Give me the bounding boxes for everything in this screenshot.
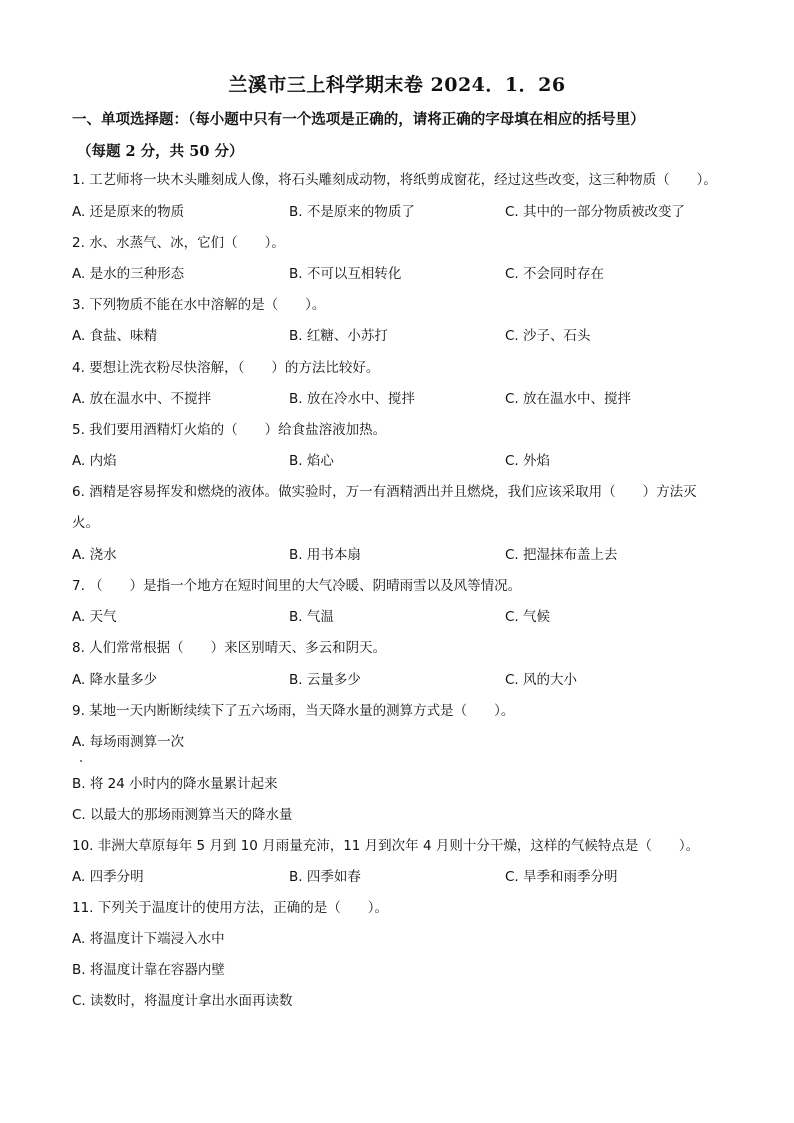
option-c: C. 外焰: [505, 453, 551, 469]
question-stem: 9. 某地一天内断断续续下了五六场雨，当天降水量的测算方式是（ ）。: [72, 703, 515, 719]
option-a: A. 食盐、味精: [72, 328, 158, 344]
option-a: A. 浇水: [72, 547, 117, 563]
option-c: C. 以最大的那场雨测算当天的降水量: [72, 807, 293, 823]
option-b: B. 放在冷水中、搅拌: [289, 391, 415, 407]
section-note: （每题 2 分，共 50 分）: [77, 143, 244, 160]
option-c: C. 其中的一部分物质被改变了: [505, 204, 686, 220]
option-b: B. 用书本扇: [289, 547, 361, 563]
section-heading: 一、单项选择题：（每小题中只有一个选项是正确的，请将正确的字母填在相应的括号里）: [72, 111, 645, 128]
option-c: C. 风的大小: [505, 672, 578, 688]
option-c: C. 不会同时存在: [505, 266, 605, 282]
question-stem: 8. 人们常常根据（ ）来区别晴天、多云和阴天。: [72, 640, 387, 656]
option-b: B. 云量多少: [289, 672, 361, 688]
option-a: A. 降水量多少: [72, 672, 158, 688]
option-c: C. 读数时，将温度计拿出水面再读数: [72, 993, 293, 1009]
option-b: B. 焰心: [289, 453, 334, 469]
option-c: C. 旱季和雨季分明: [505, 869, 618, 885]
question-stem: 2. 水、水蒸气、冰，它们（ ）。: [72, 235, 285, 251]
option-b: B. 将 24 小时内的降水量累计起来: [72, 776, 278, 792]
page-title: 兰溪市三上科学期末卷 2024．1．26: [228, 74, 566, 96]
option-b: B. 不是原来的物质了: [289, 204, 415, 220]
option-b: B. 气温: [289, 609, 334, 625]
option-a: A. 天气: [72, 609, 117, 625]
question-stem: 4. 要想让洗衣粉尽快溶解，（ ）的方法比较好。: [72, 360, 380, 376]
option-c: C. 气候: [505, 609, 551, 625]
option-a: A. 内焰: [72, 453, 117, 469]
option-a: A. 是水的三种形态: [72, 266, 185, 282]
question-stem: 7. （ ）是指一个地方在短时间里的大气冷暖、阴晴雨雪以及风等情况。: [72, 578, 522, 594]
question-stem: 3. 下列物质不能在水中溶解的是（ ）。: [72, 297, 326, 313]
question-stem-continued: 火。: [72, 515, 99, 531]
option-a: A. 每场雨测算一次: [72, 734, 185, 750]
question-stem: 10. 非洲大草原每年 5 月到 10 月雨量充沛，11 月到次年 4 月则十分干燥，这样的气候特点是（ ）。: [72, 838, 700, 854]
option-a: A. 将温度计下端浸入水中: [72, 931, 225, 947]
option-b: B. 不可以互相转化: [289, 266, 402, 282]
option-a: A. 四季分明: [72, 869, 144, 885]
question-stem: 6. 酒精是容易挥发和燃烧的液体。做实验时，万一有酒精洒出并且燃烧，我们应该采取用（ ）方法灭: [72, 484, 697, 500]
option-a: A. 放在温水中、不搅拌: [72, 391, 212, 407]
option-a: A. 还是原来的物质: [72, 204, 185, 220]
option-b: B. 红糖、小苏打: [289, 328, 388, 344]
option-c: C. 沙子、石头: [505, 328, 591, 344]
option-b: B. 四季如春: [289, 869, 361, 885]
option-b: B. 将温度计靠在容器内壁: [72, 962, 225, 978]
question-stem: 5. 我们要用酒精灯火焰的（ ）给食盐溶液加热。: [72, 422, 387, 438]
question-stem: 1. 工艺师将一块木头雕刻成人像，将石头雕刻成动物，将纸剪成窗花，经过这些改变，这三种物质（ ）。: [72, 172, 717, 188]
option-c: C. 把湿抹布盖上去: [505, 547, 618, 563]
option-c: C. 放在温水中、搅拌: [505, 391, 632, 407]
dot-mark: [80, 760, 82, 762]
question-stem: 11. 下列关于温度计的使用方法，正确的是（ ）。: [72, 900, 389, 916]
